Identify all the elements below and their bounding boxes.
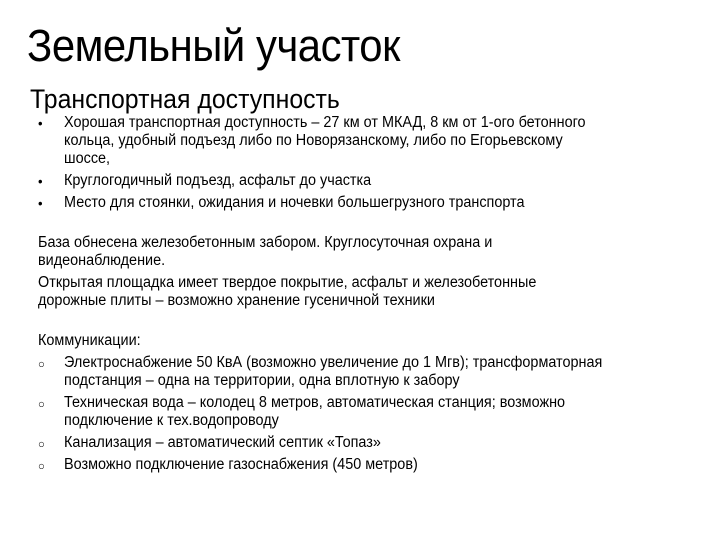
paragraph-line: дорожные плиты – возможно хранение гусеничной техники (38, 292, 435, 309)
circle-bullet-icon: ○ (38, 437, 45, 451)
paragraph (38, 234, 698, 270)
list-item-line: Хорошая транспортная доступность – 27 км от МКАД, 8 км от 1-ого бетонного (64, 114, 586, 131)
bullet-icon: • (38, 115, 43, 131)
spacer (38, 314, 698, 332)
list-item-line: подключение к тех.водопроводу (64, 412, 279, 429)
paragraph-line: Открытая площадка имеет твердое покрытие, асфальт и железобетонные (38, 274, 537, 291)
list-item-line: подстанция – одна на территории, одна вплотную к забору (64, 372, 460, 389)
list-item (38, 354, 698, 390)
communications-list (38, 354, 698, 474)
paragraph (38, 274, 698, 310)
list-item (38, 434, 698, 452)
list-item-line: Место для стоянки, ожидания и ночевки большегрузного транспорта (64, 194, 525, 211)
slide-title: Земельный участок (27, 20, 400, 71)
spacer (38, 216, 698, 234)
slide-content (38, 114, 698, 478)
list-item (38, 172, 698, 190)
list-item (38, 194, 698, 212)
bullet-icon: • (38, 173, 43, 189)
list-item (38, 456, 698, 474)
list-item-line: Техническая вода – колодец 8 метров, автоматическая станция; возможно (64, 394, 566, 411)
communications-heading: Коммуникации: (38, 332, 141, 349)
list-item-line: Возможно подключение газоснабжения (450 метров) (64, 456, 418, 473)
communications-section (38, 332, 698, 474)
list-item-line: Круглогодичный подъезд, асфальт до участка (64, 172, 372, 189)
list-item (38, 394, 698, 430)
circle-bullet-icon: ○ (38, 397, 45, 411)
security-section (38, 234, 698, 310)
list-item-line: Канализация – автоматический септик «Топаз» (64, 434, 381, 451)
transport-list (38, 114, 698, 212)
section-heading-transport: Транспортная доступность (30, 84, 340, 114)
list-item-line: шоссе, (64, 150, 111, 167)
list-item-line: кольца, удобный подъезд либо по Новорязанскому, либо по Егорьевскому (64, 132, 563, 149)
list-item (38, 114, 698, 168)
list-item-line: Электроснабжение 50 КвА (возможно увеличение до 1 Мгв); трансформаторная (64, 354, 603, 371)
circle-bullet-icon: ○ (38, 459, 45, 473)
paragraph-line: видеонаблюдение. (38, 252, 166, 269)
paragraph-line: База обнесена железобетонным забором. Круглосуточная охрана и (38, 234, 493, 251)
circle-bullet-icon: ○ (38, 357, 45, 371)
bullet-icon: • (38, 195, 43, 211)
